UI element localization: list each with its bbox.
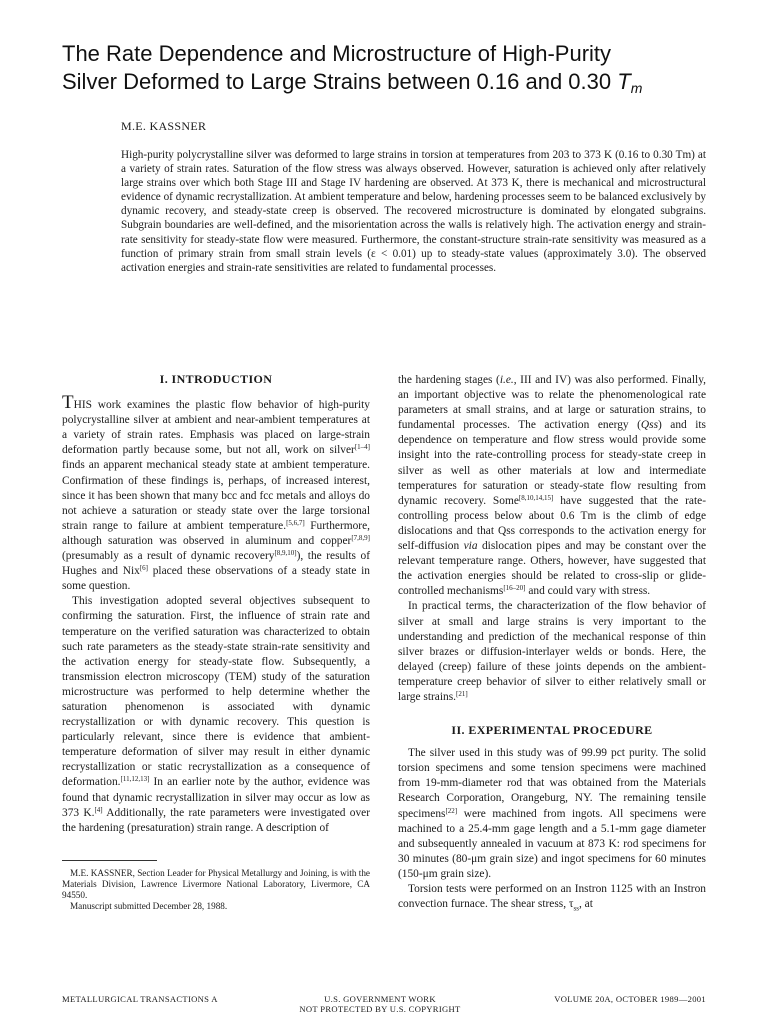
intro-paragraph-4: In practical terms, the characterization of the flow behavior of silver at small and large strains is very important to the understanding and prediction of the mechanical response of thin silver brazes or diffusion-interlayer welds or bonds. Here, the delayed (creep) failure of these joints depends on the ambient-temperature creep behavior of silver to either relatively small or large strains.[21] bbox=[398, 600, 706, 703]
author-name: M.E. KASSNER bbox=[121, 119, 207, 133]
experimental-paragraph-1: The silver used in this study was of 99.99 pct purity. The solid torsion specimens and some tension specimens were machined from 19-mm-diameter rod that was obtained from the Materials Research Corporation, Orangeburg, NY. The remaining tensile specimens[22] were machined from ingots. All specimens were machined to a 25.4-mm gage length and a 5.1-mm gage diameter and subsequently annealed in vacuum at 873 K: rod specimens for 30 minutes (80-μm grain size) and ingot specimens for 60 minutes (150-μm grain size). bbox=[398, 747, 706, 880]
drop-cap: T bbox=[62, 392, 74, 414]
intro-paragraph-2: This investigation adopted several objectives subsequent to confirming the saturation. First, the influence of strain rate and temperature on the verified saturation was characterized to obtain such rate parameters as the steady-state strain-rate sensitivity and the activation energy for steady-state flow. Subsequently, a transmission electron microscopy (TEM) study of the saturation microstructure was performed to help determine whether the saturation phenomenon is associated with dynamic recrystallization or with dynamic recovery. This question is particularly relevant, since there is evidence that ambient-temperature deformation of silver may result in either dynamic recrystallization or static recrystallization as a consequence of deformation.[11,12,13] In an earlier note by the author, evidence was found that dynamic recrystallization in silver may occur as low as 373 K.[4] Additionally, the rate parameters were investigated over the hardening (presaturation) strain range. A description of bbox=[62, 595, 370, 834]
footnote-submitted: Manuscript submitted December 28, 1988. bbox=[70, 901, 228, 911]
footer-journal: METALLURGICAL TRANSACTIONS A bbox=[62, 994, 218, 1004]
footnote bbox=[62, 868, 370, 912]
title-line-2: Silver Deformed to Large Strains between 0.16 and 0.30 $T_m$ bbox=[62, 69, 643, 96]
right-column bbox=[398, 373, 706, 916]
intro-paragraph-3: the hardening stages (i.e., III and IV) was also performed. Finally, an important objective was to relate the phenomenological rate parameters at small strains, and at large or saturation strains, to fundamental processes. The activation energy (Qss) and its dependence on temperature and flow stress would provide some insight into the rate-controlling process for steady-state creep in silver as well as other materials at low and intermediate temperatures for saturation or steady-state flow resulting from dynamic recovery. Some[8,10,14,15] have suggested that the rate-controlling process below about 0.6 Tm is the climb of edge dislocations and that Qss corresponds to the activation energy for self-diffusion via dislocation pipes and may be constant over the relevant temperature range. Others, however, have suggested that the activation energies should be related to cross-slip or glide-controlled mechanisms[16–20] and could vary with stress. bbox=[398, 374, 707, 598]
abstract: High-purity polycrystalline silver was deformed to large strains in torsion at temperatures from 203 to 373 K (0.16 to 0.30 Tm) at a variety of strain rates. Saturation of the flow stress was always observed. However, saturation is achieved only after relatively large strains over which both Stage III and Stage IV hardening are observed. At 373 K, there is mechanical and microstructural evidence of dynamic recrystallization. At ambient temperature and below, hardening processes seem to be balanced exclusively by dynamic recovery, and steady-state creep is observed. The recovered microstructure is dominated by elongated subgrains. Subgrain boundaries are well-defined, and the misorientation across the walls is relatively high. The activation energy and strain-rate sensitivity for steady-state flow were measured. Furthermore, the constant-structure strain-rate sensitivity was measured as a function of primary strain from small strain levels (ε < 0.01) up to steady-state values (approximately 3.0). The observed activation energies and strain-rate sensitivities are related to fundamental processes. bbox=[121, 149, 706, 274]
footer-copyright-line-2: NOT PROTECTED BY U.S. COPYRIGHT bbox=[299, 1004, 461, 1014]
section-gap bbox=[398, 705, 706, 723]
left-column bbox=[62, 372, 370, 836]
title-line-1: The Rate Dependence and Microstructure of High-Purity bbox=[62, 41, 612, 66]
footer-copyright-line-1: U.S. GOVERNMENT WORK bbox=[324, 994, 436, 1004]
intro-paragraph-1: THIS work examines the plastic flow behavior of high-purity polycrystalline silver at ambient and near-ambient temperatures at a variety of strain rates. Emphasis was placed on large-strain deformation partly because some, but not all, work on silver[1–4] finds an apparent mechanical steady state at ambient temperature. Confirmation of these findings is, perhaps, of increased interest, since it has been shown that many bcc and fcc metals and alloys do not achieve a saturation or steady state over the large torsional strain range to failure at ambient temperature.[5,6,7] Furthermore, although saturation was observed in aluminum and copper[7,8,9] (presumably as a result of dynamic recovery[8,9,10]), the results of Hughes and Nix[6] placed these observations of a steady state in some question. bbox=[62, 392, 370, 593]
footer-copyright bbox=[260, 994, 500, 1014]
paper-title bbox=[62, 40, 742, 102]
section-heading-introduction: I. INTRODUCTION bbox=[159, 372, 273, 386]
footer-volume: VOLUME 20A, OCTOBER 1989—2001 bbox=[554, 994, 706, 1004]
experimental-paragraph-2: Torsion tests were performed on an Instron 1125 with an Instron convection furnace. The shear stress, $\tau_{ss}$, at bbox=[398, 883, 706, 913]
footnote-affiliation: M.E. KASSNER, Section Leader for Physical Metallurgy and Joining, is with the Materials Division, Lawrence Livermore National Laboratory, Livermore, CA 94550. bbox=[62, 868, 370, 900]
footnote-divider bbox=[62, 860, 157, 861]
section-heading-experimental: II. EXPERIMENTAL PROCEDURE bbox=[451, 723, 653, 738]
